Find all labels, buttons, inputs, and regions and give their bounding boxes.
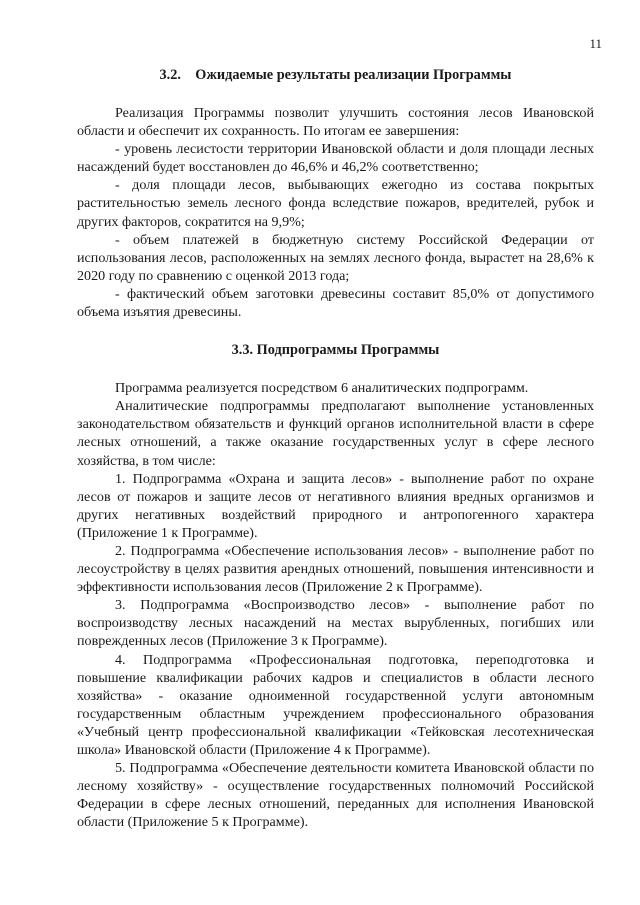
paragraph: Реализация Программы позволит улучшить состояния лесов Ивановской области и обеспечит их сохранность. По итогам ее завершения: [77,105,594,140]
list-item: - доля площади лесов, выбывающих ежегодно из состава покрытых растительностью земель лесного фонда вследствие пожаров, вредителей, рубок и других факторов, сократится на 9,9%; [77,177,594,230]
subprogram-item: 4. Подпрограмма «Профессиональная подготовка, переподготовка и повышение квалификации рабочих кадров и специалистов в области лесного хозяйства» - оказание одноименной государственной услуги автономным государственным областным учреждением профессионального образования «Учебный центр профессиональной квалификации «Тейковская лесотехническая школа» Ивановской области (Приложение 4 к Программе). [77,651,594,758]
list-item: - уровень лесистости территории Ивановской области и доля площади лесных насаждений будет восстановлен до 46,6% и 46,2% соответственно; [77,141,594,176]
document-body [77,66,594,831]
list-item: - фактический объем заготовки древесины составит 85,0% от допустимого объема изъятия древесины. [77,285,594,321]
subprogram-item: 5. Подпрограмма «Обеспечение деятельности комитета Ивановской области по лесному хозяйству» - осуществление государственных полномочий Российской Федерации в сфере лесных отношений, переданных для исполнения Ивановской области (Приложение 5 к Программе). [77,760,594,831]
page-number: 11 [589,36,602,51]
paragraph: Программа реализуется посредством 6 аналитических подпрограмм. [115,380,529,397]
section-heading-3-3: 3.3. Подпрограммы Программы [231,342,440,359]
list-item: - объем платежей в бюджетную систему Российской Федерации от использования лесов, расположенных на землях лесного фонда, вырастет на 28,6% к 2020 году по сравнению с оценкой 2013 года; [77,231,594,284]
subprogram-item: 1. Подпрограмма «Охрана и защита лесов» - выполнение работ по охране лесов от пожаров и защите лесов от негативного влияния вредных организмов и других негативных воздействий природного и антропогенного характера (Приложение 1 к Программе). [77,470,594,541]
paragraph: Аналитические подпрограммы предполагают выполнение установленных законодательством обязательств и функций органов исполнительной власти в сфере лесных отношений, а также оказание государственных услуг в сфере лесного хозяйства, в том числе: [77,398,594,469]
section-3-2-body [77,104,594,321]
section-3-3-body [77,379,594,831]
subprogram-item: 3. Подпрограмма «Воспроизводство лесов» - выполнение работ по воспроизводству лесных насаждений на местах вырубленных, погибших или поврежденных лесов (Приложение 3 к Программе). [77,597,594,650]
subprogram-item: 2. Подпрограмма «Обеспечение использования лесов» - выполнение работ по лесоустройству в целях развития арендных отношений, повышения интенсивности и эффективности использования лесов (Приложение 2 к Программе). [77,542,594,596]
section-heading-3-2: 3.2. Ожидаемые результаты реализации Программы [159,67,512,83]
